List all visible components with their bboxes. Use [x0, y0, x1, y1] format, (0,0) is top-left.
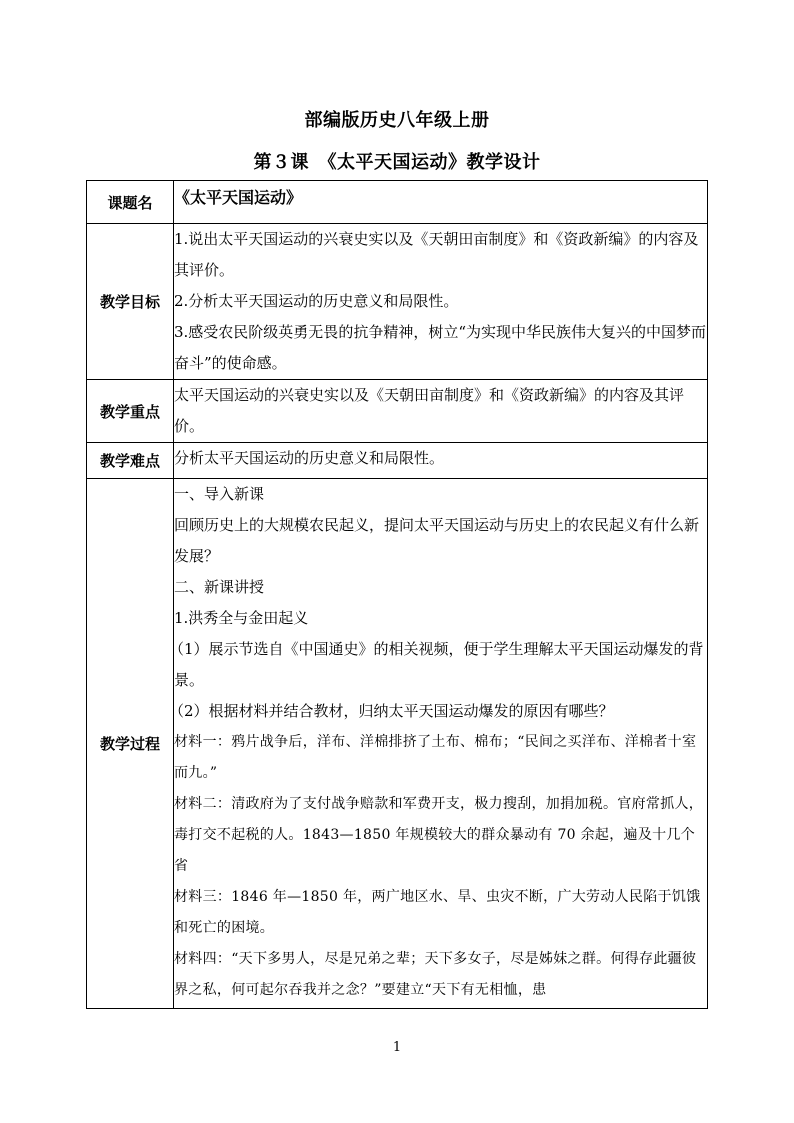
row-content-process — [169, 479, 708, 1009]
goal-item: 1.说出太平天国运动的兴衰史实以及《天朝田亩制度》和《资政新编》的内容及其评价。 — [174, 230, 699, 279]
section-heading: 一、导入新课 — [174, 485, 265, 503]
table-row — [87, 443, 708, 479]
row-label-goals: 教学目标 — [87, 224, 174, 380]
lesson-plan-table — [86, 180, 708, 1009]
row-label-topic: 课题名 — [87, 181, 174, 224]
document-subtitle: 第３课 《太平天国运动》教学设计 — [253, 152, 541, 173]
subsection-heading: 1.洪秀全与金田起义 — [174, 609, 309, 627]
process-paragraph: 回顾历史上的大规模农民起义，提问太平天国运动与历史上的农民起义有什么新发展？ — [174, 516, 700, 565]
row-content-difficulties — [174, 443, 708, 479]
page-number: 1 — [392, 1040, 402, 1055]
table-row — [87, 181, 708, 224]
row-content-topic — [174, 181, 708, 224]
document-title: 部编版历史八年级上册 — [304, 110, 490, 131]
difficulty-text: 分析太平天国运动的历史意义和局限性。 — [174, 449, 445, 467]
material-paragraph: 材料四：“天下多男人，尽是兄弟之辈；天下多女子，尽是姊妹之群。何得存此疆彼界之私，何可起尔吞我并之念？”要建立“天下有无相恤，患 — [174, 951, 697, 998]
goal-item: 3.感受农民阶级英勇无畏的抗争精神，树立“为实现中华民族伟大复兴的中国梦而奋斗”的使命感。 — [174, 323, 706, 372]
row-label-process: 教学过程 — [87, 479, 174, 1009]
table-row — [87, 479, 708, 1009]
process-paragraph: （1）展示节选自《中国通史》的相关视频，便于学生理解太平天国运动爆发的背景。 — [169, 640, 704, 689]
table-row — [87, 224, 708, 380]
goal-item: 2.分析太平天国运动的历史意义和局限性。 — [174, 292, 459, 310]
row-content-goals — [174, 224, 708, 380]
material-paragraph: 材料二：清政府为了支付战争赔款和军费开支，极力搜刮，加捐加税。官府常抓人，毒打交不起税的人。1843—1850 年规模较大的群众暴动有 70 余起，遍及十几个省 — [174, 796, 704, 874]
section-heading: 二、新课讲授 — [174, 578, 265, 596]
row-label-difficulties: 教学难点 — [87, 443, 174, 479]
key-point-text: 太平天国运动的兴衰史实以及《天朝田亩制度》和《资政新编》的内容及其评价。 — [174, 386, 685, 435]
row-label-key-points: 教学重点 — [87, 380, 174, 443]
row-content-key-points — [174, 380, 708, 443]
material-paragraph: 材料三：1846 年—1850 年，两广地区水、旱、虫灾不断，广大劳动人民陷于饥饿和死亡的困境。 — [174, 889, 701, 936]
material-paragraph: 材料一：鸦片战争后，洋布、洋棉排挤了土布、棉布；“民间之买洋布、洋棉者十室而九。” — [174, 734, 697, 781]
process-paragraph: （2）根据材料并结合教材，归纳太平天国运动爆发的原因有哪些？ — [169, 702, 614, 720]
table-row — [87, 380, 708, 443]
topic-text: 《太平天国运动》 — [174, 188, 303, 207]
